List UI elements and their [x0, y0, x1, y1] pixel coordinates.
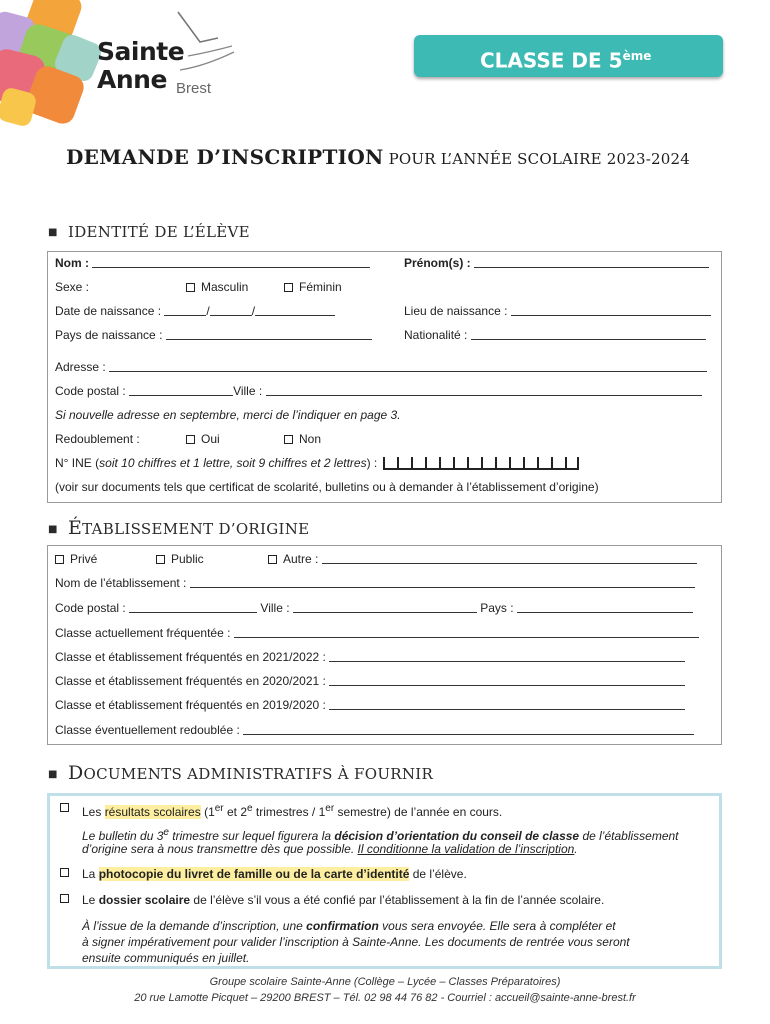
classe-redoublee-label: Classe éventuellement redoublée :: [55, 723, 240, 737]
prenoms-label: Prénom(s) :: [404, 256, 471, 270]
document-item-livret: La photocopie du livret de famille ou de la carte d’identité de l’élève.: [82, 866, 467, 882]
date-naissance-label: Date de naissance :: [55, 304, 162, 318]
footer-line-1: Groupe scolaire Sainte-Anne (Collège – Lycée – Classes Préparatoires): [209, 976, 561, 988]
dossier-note-2: à signer impérativement pour valider l’inscription à Sainte-Anne. Les documents de rentrée vous seront: [82, 935, 630, 949]
sexe-label: Sexe :: [55, 280, 90, 294]
etab-code-postal-label: Code postal :: [55, 601, 126, 615]
etab-ville-label: Ville :: [260, 601, 290, 615]
redoublement-oui-checkbox[interactable]: [186, 435, 195, 444]
pays-naissance-label: Pays de naissance :: [55, 328, 163, 342]
oui-label: Oui: [201, 432, 220, 446]
bullet-icon: ■: [48, 769, 58, 780]
date-year-field[interactable]: [255, 305, 335, 316]
section-heading-identite: ■ IDENTITÉ DE L’ÉLÈVE: [48, 223, 250, 241]
nationalite-field[interactable]: [471, 329, 706, 340]
feminin-label: Féminin: [299, 280, 342, 294]
lieu-naissance-field[interactable]: [511, 305, 711, 316]
documents-list: [47, 793, 722, 969]
adresse-label: Adresse :: [55, 360, 106, 374]
date-separator: /: [251, 304, 256, 318]
ine-field[interactable]: [383, 457, 579, 474]
bullet-icon: ■: [48, 227, 58, 238]
class-badge: CLASSE DE 5ème: [414, 35, 723, 77]
etablissement-form: [47, 545, 722, 745]
classe-2019-field[interactable]: [329, 699, 685, 710]
ine-note: (voir sur documents tels que certificat de scolarité, bulletins ou à demander à l’établissement d’origine): [55, 480, 599, 494]
prive-checkbox[interactable]: [55, 555, 64, 564]
nom-label: Nom :: [55, 256, 89, 270]
non-label: Non: [299, 432, 322, 446]
dossier-note-1: À l’issue de la demande d’inscription, une confirmation vous sera envoyée. Elle sera à compléter et: [82, 919, 616, 933]
classe-actuelle-field[interactable]: [234, 627, 699, 638]
public-label: Public: [171, 552, 204, 566]
date-day-field[interactable]: [164, 305, 206, 316]
pays-naissance-field[interactable]: [166, 329, 372, 340]
etab-ville-field[interactable]: [293, 602, 477, 613]
autre-label: Autre :: [283, 552, 319, 566]
code-postal-field[interactable]: [129, 385, 233, 396]
adresse-field[interactable]: [109, 361, 707, 372]
redoublement-label: Redoublement :: [55, 432, 140, 446]
etab-code-postal-field[interactable]: [129, 602, 257, 613]
classe-2019-label: Classe et établissement fréquentés en 2019/2020 :: [55, 698, 326, 712]
nouvelle-adresse-note: Si nouvelle adresse en septembre, merci de l’indiquer en page 3.: [55, 408, 401, 422]
dossier-checkbox[interactable]: [60, 894, 69, 903]
page-title: DEMANDE D’INSCRIPTION POUR L’ANNÉE SCOLAIRE 2023-2024: [66, 145, 690, 169]
prive-label: Privé: [70, 552, 98, 566]
nationalite-label: Nationalité :: [404, 328, 468, 342]
footer-line-2: 20 rue Lamotte Picquet – 29200 BREST – Tél. 02 98 44 76 82 - Courriel : accueil@sainte-anne-brest.fr: [134, 992, 636, 1004]
identity-form: [47, 251, 722, 503]
ville-label: Ville :: [233, 384, 263, 398]
lieu-naissance-label: Lieu de naissance :: [404, 304, 508, 318]
classe-actuelle-label: Classe actuellement fréquentée :: [55, 626, 231, 640]
bullet-icon: ■: [48, 524, 58, 535]
nom-etablissement-label: Nom de l’établissement :: [55, 576, 187, 590]
code-postal-label: Code postal :: [55, 384, 126, 398]
nom-field[interactable]: [92, 257, 370, 268]
date-separator: /: [206, 304, 210, 318]
autre-field[interactable]: [322, 553, 697, 564]
resultats-note: Le bulletin du 3e trimestre sur lequel figurera la décision d’orientation du conseil de classe de l’établissement: [82, 827, 679, 843]
livret-checkbox[interactable]: [60, 868, 69, 877]
ine-label: N° INE (soit 10 chiffres et 1 lettre, soit 9 chiffres et 2 lettres) :: [55, 456, 378, 470]
etab-pays-label: Pays :: [480, 601, 514, 615]
etab-pays-field[interactable]: [517, 602, 693, 613]
classe-2020-label: Classe et établissement fréquentés en 2020/2021 :: [55, 674, 326, 688]
redoublement-non-checkbox[interactable]: [284, 435, 293, 444]
autre-checkbox[interactable]: [268, 555, 277, 564]
resultats-checkbox[interactable]: [60, 803, 69, 812]
nom-etablissement-field[interactable]: [190, 577, 695, 588]
public-checkbox[interactable]: [156, 555, 165, 564]
classe-2021-field[interactable]: [329, 651, 685, 662]
prenoms-field[interactable]: [474, 257, 709, 268]
masculin-label: Masculin: [201, 280, 249, 294]
masculin-checkbox[interactable]: [186, 283, 195, 292]
classe-redoublee-field[interactable]: [243, 724, 694, 735]
school-logo: [0, 0, 240, 130]
classe-2021-label: Classe et établissement fréquentés en 2021/2022 :: [55, 650, 326, 664]
document-item-dossier: Le dossier scolaire de l’élève s’il vous a été confié par l’établissement à la fin de l’année scolaire.: [82, 892, 604, 908]
logo-wordmark: Sainte Anne: [97, 37, 185, 94]
dossier-note-3: ensuite communiqués en juillet.: [82, 951, 250, 965]
document-item-resultats: Les résultats scolaires (1er et 2e trimestres / 1er semestre) de l’année en cours.: [82, 801, 502, 820]
logo-city: Brest: [176, 80, 212, 97]
ville-field[interactable]: [266, 385, 702, 396]
resultats-note-2: d’origine sera à nous transmettre dès que possible. Il conditionne la validation de l’inscription.: [82, 842, 578, 856]
classe-2020-field[interactable]: [329, 675, 685, 686]
date-month-field[interactable]: [210, 305, 252, 316]
section-heading-etablissement: ■ ÉTABLISSEMENT D’ORIGINE: [48, 517, 310, 539]
feminin-checkbox[interactable]: [284, 283, 293, 292]
section-heading-documents: ■ DOCUMENTS ADMINISTRATIFS À FOURNIR: [48, 762, 434, 784]
